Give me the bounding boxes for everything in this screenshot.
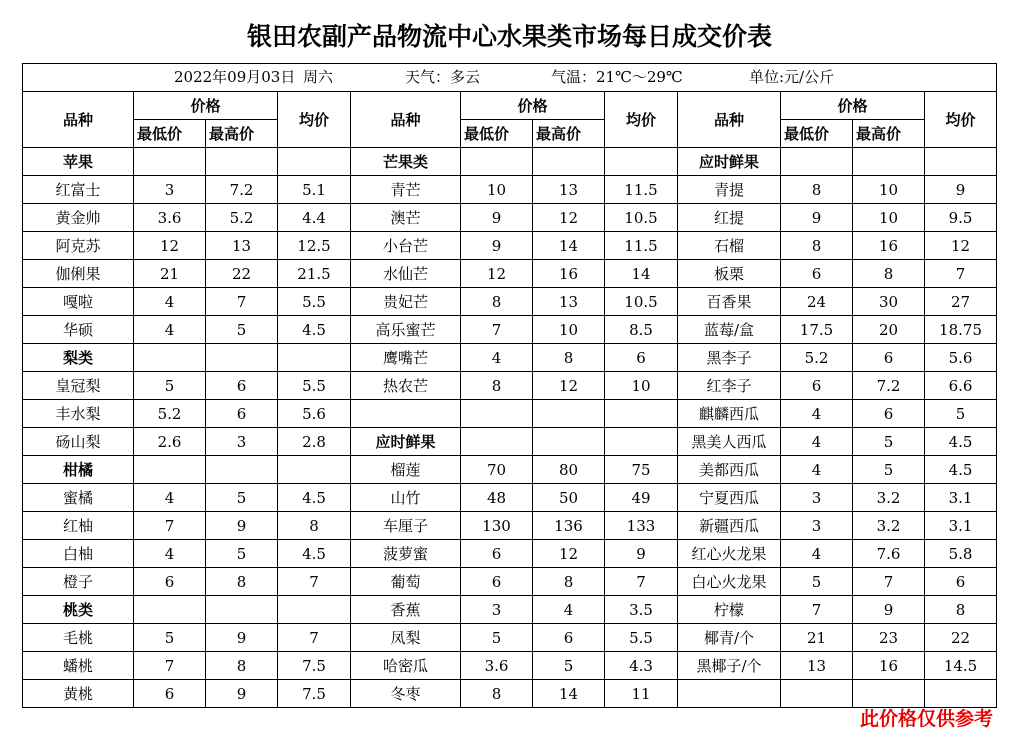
max-price-cell: 4 xyxy=(533,596,605,624)
min-price-cell: 6 xyxy=(134,680,206,708)
max-price-cell xyxy=(533,148,605,176)
variety-cell: 嘎啦 xyxy=(23,288,134,316)
min-price-cell: 9 xyxy=(781,204,853,232)
variety-cell: 红柚 xyxy=(23,512,134,540)
max-price-cell: 30 xyxy=(853,288,925,316)
max-price-cell: 9 xyxy=(206,680,278,708)
avg-price-cell: 9 xyxy=(925,176,997,204)
subheader-row xyxy=(23,120,997,148)
variety-cell: 青提 xyxy=(678,176,781,204)
info-cell xyxy=(23,64,997,92)
min-price-cell: 130 xyxy=(461,512,533,540)
min-price-cell: 5 xyxy=(134,624,206,652)
min-price-header: 最低价 xyxy=(781,120,853,148)
min-price-cell: 3.6 xyxy=(461,652,533,680)
table-row xyxy=(23,400,997,428)
min-price-cell xyxy=(134,344,206,372)
avg-price-cell: 133 xyxy=(605,512,678,540)
avg-price-cell: 22 xyxy=(925,624,997,652)
table-row xyxy=(23,484,997,512)
weather-text: 天气：多云 xyxy=(405,68,481,86)
max-price-cell xyxy=(533,400,605,428)
max-price-cell: 5 xyxy=(853,428,925,456)
variety-cell: 毛桃 xyxy=(23,624,134,652)
max-price-cell: 8 xyxy=(533,344,605,372)
variety-cell: 白心火龙果 xyxy=(678,568,781,596)
category-label: 芒果类 xyxy=(351,148,461,176)
variety-cell: 黑椰子/个 xyxy=(678,652,781,680)
min-price-cell: 6 xyxy=(781,372,853,400)
variety-cell: 水仙芒 xyxy=(351,260,461,288)
min-price-cell xyxy=(134,456,206,484)
min-price-cell: 7 xyxy=(134,652,206,680)
variety-cell: 山竹 xyxy=(351,484,461,512)
variety-cell xyxy=(678,680,781,708)
min-price-cell: 4 xyxy=(781,400,853,428)
variety-cell: 红心火龙果 xyxy=(678,540,781,568)
max-price-cell: 7 xyxy=(206,288,278,316)
max-price-cell: 16 xyxy=(533,260,605,288)
max-price-cell: 8 xyxy=(206,652,278,680)
min-price-cell: 21 xyxy=(781,624,853,652)
avg-price-cell: 4.5 xyxy=(278,484,351,512)
avg-price-cell xyxy=(278,596,351,624)
min-price-cell xyxy=(461,148,533,176)
table-row xyxy=(23,372,997,400)
min-price-cell: 17.5 xyxy=(781,316,853,344)
variety-cell: 香蕉 xyxy=(351,596,461,624)
avg-price-cell: 7 xyxy=(278,568,351,596)
table-row xyxy=(23,680,997,708)
max-price-cell: 8 xyxy=(533,568,605,596)
avg-price-cell xyxy=(605,400,678,428)
variety-header: 品种 xyxy=(678,92,781,148)
price-header: 价格 xyxy=(461,92,605,120)
variety-cell: 凤梨 xyxy=(351,624,461,652)
avg-price-cell: 4.5 xyxy=(925,428,997,456)
min-price-cell: 70 xyxy=(461,456,533,484)
min-price-cell xyxy=(134,596,206,624)
avg-price-cell: 75 xyxy=(605,456,678,484)
max-price-cell: 5 xyxy=(206,540,278,568)
variety-cell: 美都西瓜 xyxy=(678,456,781,484)
avg-price-cell: 5.5 xyxy=(605,624,678,652)
max-price-cell: 7.2 xyxy=(206,176,278,204)
min-price-cell: 9 xyxy=(461,232,533,260)
avg-price-cell: 12.5 xyxy=(278,232,351,260)
variety-cell: 伽俐果 xyxy=(23,260,134,288)
avg-price-cell xyxy=(925,148,997,176)
min-price-cell: 3 xyxy=(134,176,206,204)
table-row xyxy=(23,232,997,260)
avg-price-cell: 10 xyxy=(605,372,678,400)
category-label: 梨类 xyxy=(23,344,134,372)
variety-cell: 红李子 xyxy=(678,372,781,400)
avg-price-cell: 6.6 xyxy=(925,372,997,400)
variety-cell: 丰水梨 xyxy=(23,400,134,428)
avg-price-cell: 7.5 xyxy=(278,680,351,708)
min-price-cell: 2.6 xyxy=(134,428,206,456)
avg-price-cell: 4.5 xyxy=(925,456,997,484)
avg-price-cell: 8 xyxy=(278,512,351,540)
max-price-cell: 6 xyxy=(533,624,605,652)
avg-price-cell: 7.5 xyxy=(278,652,351,680)
price-header: 价格 xyxy=(781,92,925,120)
avg-price-cell: 8.5 xyxy=(605,316,678,344)
weekday-text: 周六 xyxy=(303,68,334,86)
variety-header: 品种 xyxy=(351,92,461,148)
avg-price-cell: 4.5 xyxy=(278,540,351,568)
min-price-cell: 8 xyxy=(461,288,533,316)
min-price-header: 最低价 xyxy=(461,120,533,148)
avg-price-cell: 5.1 xyxy=(278,176,351,204)
min-price-cell: 3 xyxy=(781,512,853,540)
max-price-cell: 9 xyxy=(853,596,925,624)
min-price-cell: 48 xyxy=(461,484,533,512)
avg-price-cell: 3.1 xyxy=(925,484,997,512)
avg-price-cell: 3.1 xyxy=(925,512,997,540)
price-header: 价格 xyxy=(134,92,278,120)
variety-cell: 贵妃芒 xyxy=(351,288,461,316)
variety-cell: 高乐蜜芒 xyxy=(351,316,461,344)
min-price-cell xyxy=(134,148,206,176)
min-price-cell: 4 xyxy=(461,344,533,372)
max-price-cell: 16 xyxy=(853,652,925,680)
disclaimer-text: 此价格仅供参考 xyxy=(859,708,993,730)
variety-cell: 华硕 xyxy=(23,316,134,344)
avg-price-cell xyxy=(278,456,351,484)
max-price-cell: 12 xyxy=(533,372,605,400)
variety-cell: 热农芒 xyxy=(351,372,461,400)
avg-price-cell xyxy=(278,148,351,176)
avg-price-cell: 14 xyxy=(605,260,678,288)
max-price-cell: 13 xyxy=(206,232,278,260)
variety-cell: 椰青/个 xyxy=(678,624,781,652)
min-price-header: 最低价 xyxy=(134,120,206,148)
max-price-cell: 3 xyxy=(206,428,278,456)
variety-cell: 蜜橘 xyxy=(23,484,134,512)
max-price-cell: 10 xyxy=(853,176,925,204)
avg-price-cell: 21.5 xyxy=(278,260,351,288)
max-price-cell: 22 xyxy=(206,260,278,288)
max-price-cell: 6 xyxy=(853,344,925,372)
max-price-cell: 14 xyxy=(533,232,605,260)
min-price-cell: 8 xyxy=(461,680,533,708)
avg-price-cell: 12 xyxy=(925,232,997,260)
info-bar xyxy=(23,64,996,91)
max-price-cell: 7.6 xyxy=(853,540,925,568)
min-price-cell: 12 xyxy=(461,260,533,288)
max-price-header: 最高价 xyxy=(206,120,278,148)
info-row xyxy=(23,64,997,92)
table-row xyxy=(23,512,997,540)
max-price-cell: 10 xyxy=(533,316,605,344)
min-price-cell: 5.2 xyxy=(134,400,206,428)
variety-cell: 白柚 xyxy=(23,540,134,568)
min-price-cell: 8 xyxy=(461,372,533,400)
max-price-cell: 5 xyxy=(533,652,605,680)
min-price-cell: 6 xyxy=(781,260,853,288)
max-price-cell: 6 xyxy=(206,400,278,428)
variety-cell: 蓝莓/盒 xyxy=(678,316,781,344)
avg-price-cell: 6 xyxy=(605,344,678,372)
variety-cell: 板栗 xyxy=(678,260,781,288)
min-price-cell: 7 xyxy=(781,596,853,624)
avg-price-cell xyxy=(925,680,997,708)
table-row xyxy=(23,596,997,624)
avg-price-cell: 5.6 xyxy=(278,400,351,428)
category-label: 苹果 xyxy=(23,148,134,176)
avg-price-cell: 9.5 xyxy=(925,204,997,232)
max-price-cell: 3.2 xyxy=(853,512,925,540)
avg-price-cell: 10.5 xyxy=(605,288,678,316)
variety-cell: 黄桃 xyxy=(23,680,134,708)
max-price-cell: 5.2 xyxy=(206,204,278,232)
avg-price-cell: 3.5 xyxy=(605,596,678,624)
max-price-cell: 12 xyxy=(533,204,605,232)
min-price-cell xyxy=(461,428,533,456)
table-row xyxy=(23,260,997,288)
category-label: 桃类 xyxy=(23,596,134,624)
variety-cell: 青芒 xyxy=(351,176,461,204)
max-price-cell xyxy=(533,428,605,456)
min-price-cell: 10 xyxy=(461,176,533,204)
variety-header: 品种 xyxy=(23,92,134,148)
table-row xyxy=(23,428,997,456)
avg-price-cell: 4.5 xyxy=(278,316,351,344)
min-price-cell: 21 xyxy=(134,260,206,288)
avg-price-header: 均价 xyxy=(925,92,997,148)
max-price-cell: 23 xyxy=(853,624,925,652)
avg-price-cell: 5.5 xyxy=(278,372,351,400)
variety-cell: 新疆西瓜 xyxy=(678,512,781,540)
variety-cell: 砀山梨 xyxy=(23,428,134,456)
avg-price-cell: 7 xyxy=(605,568,678,596)
max-price-cell: 13 xyxy=(533,176,605,204)
min-price-cell: 4 xyxy=(134,288,206,316)
table-row xyxy=(23,204,997,232)
variety-cell: 黑李子 xyxy=(678,344,781,372)
max-price-cell: 20 xyxy=(853,316,925,344)
table-row xyxy=(23,540,997,568)
avg-price-cell: 4.3 xyxy=(605,652,678,680)
min-price-cell: 4 xyxy=(781,540,853,568)
min-price-cell: 5 xyxy=(781,568,853,596)
table-row xyxy=(23,288,997,316)
avg-price-cell: 27 xyxy=(925,288,997,316)
max-price-cell: 3.2 xyxy=(853,484,925,512)
max-price-cell: 16 xyxy=(853,232,925,260)
max-price-cell xyxy=(206,148,278,176)
avg-price-cell: 5.8 xyxy=(925,540,997,568)
max-price-cell: 14 xyxy=(533,680,605,708)
max-price-header: 最高价 xyxy=(853,120,925,148)
avg-price-cell: 5 xyxy=(925,400,997,428)
min-price-cell: 4 xyxy=(134,540,206,568)
min-price-cell xyxy=(461,400,533,428)
header-row xyxy=(23,92,997,120)
table-row xyxy=(23,148,997,176)
min-price-cell: 13 xyxy=(781,652,853,680)
max-price-cell xyxy=(206,596,278,624)
max-price-cell xyxy=(206,456,278,484)
variety-cell: 石榴 xyxy=(678,232,781,260)
variety-cell: 柠檬 xyxy=(678,596,781,624)
table-row xyxy=(23,176,997,204)
min-price-cell: 12 xyxy=(134,232,206,260)
table-row xyxy=(23,652,997,680)
min-price-cell: 24 xyxy=(781,288,853,316)
variety-cell: 车厘子 xyxy=(351,512,461,540)
avg-price-cell xyxy=(605,428,678,456)
avg-price-cell: 5.6 xyxy=(925,344,997,372)
avg-price-cell: 8 xyxy=(925,596,997,624)
temperature-text: 气温：21℃～29℃ xyxy=(551,68,683,86)
min-price-cell xyxy=(781,148,853,176)
variety-cell: 葡萄 xyxy=(351,568,461,596)
max-price-cell: 5 xyxy=(853,456,925,484)
category-label: 应时鲜果 xyxy=(678,148,781,176)
min-price-cell: 3 xyxy=(461,596,533,624)
category-label: 柑橘 xyxy=(23,456,134,484)
unit-text: 单位:元/公斤 xyxy=(749,68,835,86)
min-price-cell: 3.6 xyxy=(134,204,206,232)
max-price-cell: 5 xyxy=(206,316,278,344)
min-price-cell: 4 xyxy=(781,428,853,456)
min-price-cell: 4 xyxy=(134,484,206,512)
min-price-cell: 4 xyxy=(781,456,853,484)
variety-cell: 红富士 xyxy=(23,176,134,204)
min-price-cell: 5 xyxy=(461,624,533,652)
min-price-cell: 3 xyxy=(781,484,853,512)
variety-cell: 宁夏西瓜 xyxy=(678,484,781,512)
min-price-cell: 5 xyxy=(134,372,206,400)
variety-cell: 澳芒 xyxy=(351,204,461,232)
min-price-cell: 7 xyxy=(134,512,206,540)
variety-cell: 百香果 xyxy=(678,288,781,316)
variety-cell: 小台芒 xyxy=(351,232,461,260)
avg-price-cell: 18.75 xyxy=(925,316,997,344)
table-row xyxy=(23,344,997,372)
min-price-cell: 5.2 xyxy=(781,344,853,372)
variety-cell: 阿克苏 xyxy=(23,232,134,260)
max-price-cell: 8 xyxy=(853,260,925,288)
max-price-cell: 10 xyxy=(853,204,925,232)
max-price-cell: 8 xyxy=(206,568,278,596)
variety-cell: 红提 xyxy=(678,204,781,232)
category-label: 应时鲜果 xyxy=(351,428,461,456)
variety-cell: 哈密瓜 xyxy=(351,652,461,680)
table-row xyxy=(23,568,997,596)
avg-price-cell: 11.5 xyxy=(605,232,678,260)
max-price-cell xyxy=(853,680,925,708)
avg-price-cell: 14.5 xyxy=(925,652,997,680)
price-table xyxy=(22,63,997,708)
avg-price-cell: 10.5 xyxy=(605,204,678,232)
avg-price-cell xyxy=(278,344,351,372)
variety-cell: 菠萝蜜 xyxy=(351,540,461,568)
min-price-cell: 4 xyxy=(134,316,206,344)
max-price-cell: 9 xyxy=(206,624,278,652)
avg-price-header: 均价 xyxy=(605,92,678,148)
min-price-cell: 6 xyxy=(461,540,533,568)
variety-cell: 榴莲 xyxy=(351,456,461,484)
max-price-header: 最高价 xyxy=(533,120,605,148)
variety-cell: 黄金帅 xyxy=(23,204,134,232)
max-price-cell: 6 xyxy=(206,372,278,400)
avg-price-header: 均价 xyxy=(278,92,351,148)
max-price-cell: 7.2 xyxy=(853,372,925,400)
max-price-cell: 9 xyxy=(206,512,278,540)
variety-cell xyxy=(351,400,461,428)
page-title: 银田农副产品物流中心水果类市场每日成交价表 xyxy=(246,22,772,51)
table-row xyxy=(23,456,997,484)
min-price-cell: 6 xyxy=(134,568,206,596)
avg-price-cell: 2.8 xyxy=(278,428,351,456)
avg-price-cell: 11.5 xyxy=(605,176,678,204)
variety-cell: 皇冠梨 xyxy=(23,372,134,400)
date-text: 2022年09月03日 xyxy=(174,68,296,86)
variety-cell: 橙子 xyxy=(23,568,134,596)
avg-price-cell: 7 xyxy=(278,624,351,652)
max-price-cell: 7 xyxy=(853,568,925,596)
avg-price-cell: 49 xyxy=(605,484,678,512)
max-price-cell: 50 xyxy=(533,484,605,512)
min-price-cell: 8 xyxy=(781,232,853,260)
avg-price-cell: 5.5 xyxy=(278,288,351,316)
variety-cell: 蟠桃 xyxy=(23,652,134,680)
table-row xyxy=(23,624,997,652)
variety-cell: 鹰嘴芒 xyxy=(351,344,461,372)
min-price-cell: 8 xyxy=(781,176,853,204)
avg-price-cell: 11 xyxy=(605,680,678,708)
max-price-cell xyxy=(206,344,278,372)
max-price-cell xyxy=(853,148,925,176)
max-price-cell: 6 xyxy=(853,400,925,428)
min-price-cell xyxy=(781,680,853,708)
max-price-cell: 136 xyxy=(533,512,605,540)
variety-cell: 黑美人西瓜 xyxy=(678,428,781,456)
avg-price-cell: 4.4 xyxy=(278,204,351,232)
table-row xyxy=(23,316,997,344)
avg-price-cell xyxy=(605,148,678,176)
avg-price-cell: 6 xyxy=(925,568,997,596)
variety-cell: 冬枣 xyxy=(351,680,461,708)
max-price-cell: 5 xyxy=(206,484,278,512)
variety-cell: 麒麟西瓜 xyxy=(678,400,781,428)
avg-price-cell: 7 xyxy=(925,260,997,288)
min-price-cell: 9 xyxy=(461,204,533,232)
avg-price-cell: 9 xyxy=(605,540,678,568)
max-price-cell: 13 xyxy=(533,288,605,316)
min-price-cell: 7 xyxy=(461,316,533,344)
max-price-cell: 80 xyxy=(533,456,605,484)
max-price-cell: 12 xyxy=(533,540,605,568)
min-price-cell: 6 xyxy=(461,568,533,596)
